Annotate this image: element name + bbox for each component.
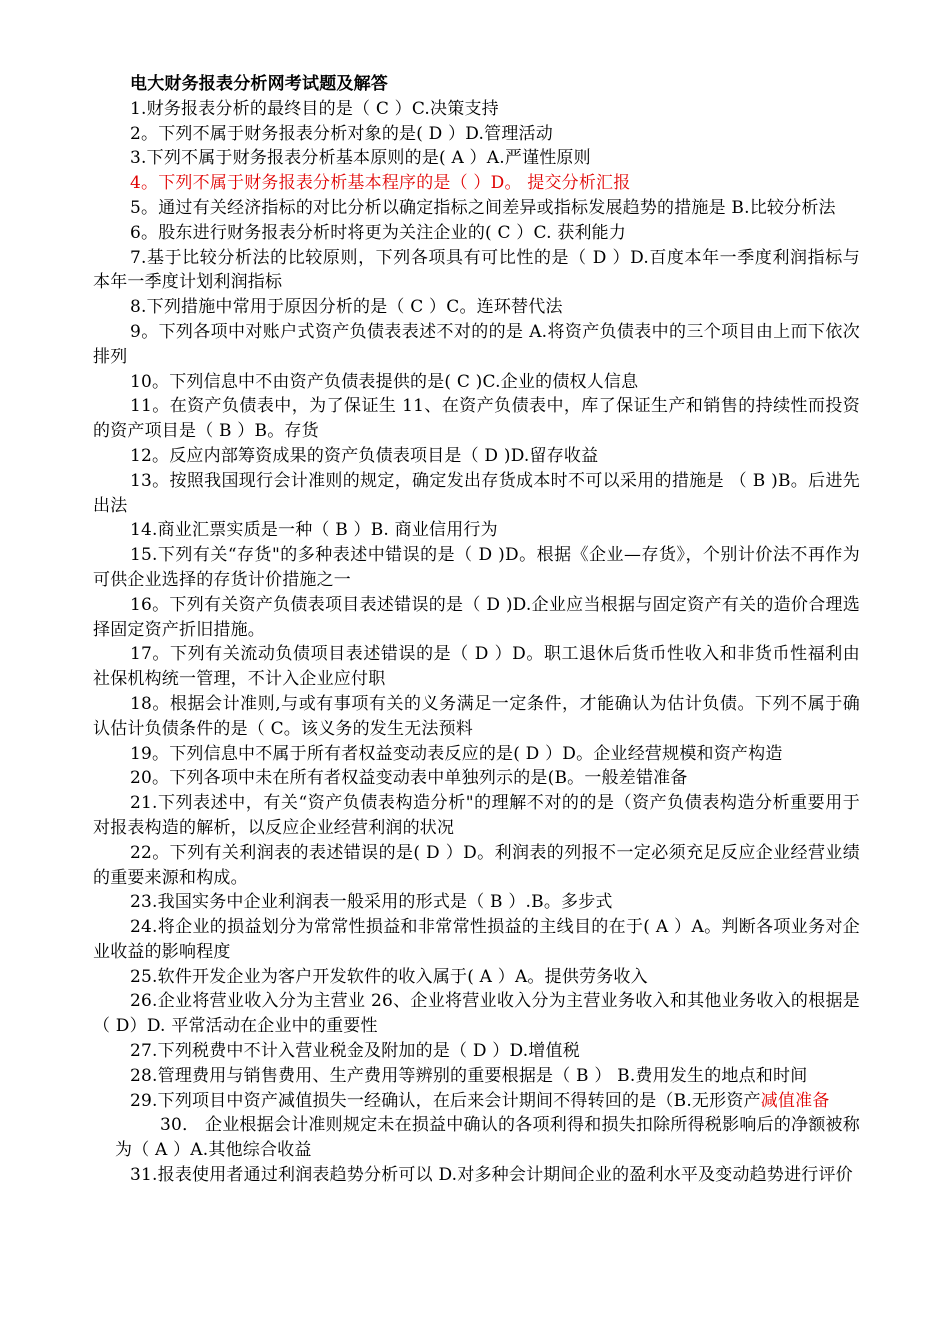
question-4: 4。下列不属于财务报表分析基本程序的是（ ）D。 提交分析汇报	[130, 173, 631, 194]
question-1: 1.财务报表分析的最终目的是（ C ）C.决策支持	[130, 98, 499, 119]
question-20: 20。下列各项中未在所有者权益变动表中单独列示的是(B。一般差错准备	[130, 768, 688, 789]
question-31: 31.报表使用者通过利润表趋势分析可以 D.对多种会计期间企业的盈利水平及变动趋势进行评价	[130, 1165, 853, 1186]
question-24: 24.将企业的损益划分为常常性损益和非常常性损益的主线目的在于( A ）A。判断各项业务对企业收益的影响程度	[93, 917, 860, 962]
question-15: 15.下列有关“存货"的多种表述中错误的是（ D )D。根据《企业—存货》，个别计价法不再作为可供企业选择的存货计价措施之一	[93, 545, 860, 590]
question-17: 17。下列有关流动负债项目表述错误的是（ D ）D。职工退休后货币性收入和非货币性福利由社保机构统一管理，不计入企业应付职	[93, 644, 860, 690]
question-5: 5。通过有关经济指标的对比分析以确定指标之间差异或指标发展趋势的措施是 B.比较分析法	[130, 197, 836, 218]
question-8: 8.下列措施中常用于原因分析的是（ C ）C。连环替代法	[130, 297, 563, 318]
question-26: 26.企业将营业收入分为主营业 26、企业将营业收入分为主营业务收入和其他业务收入的根据是（ D）D. 平常活动在企业中的重要性	[93, 991, 860, 1037]
question-28: 28.管理费用与销售费用、生产费用等辨别的重要根据是（ B ） B.费用发生的地点和时间	[130, 1065, 808, 1086]
question-21: 21.下列表述中，有关“资产负债表构造分析"的理解不对的的是（资产负债表构造分析重要用于对报表构造的解析，以反应企业经营利润的状况	[93, 793, 860, 838]
question-13: 13。按照我国现行会计准则的规定，确定发出存货成本时不可以采用的措施是 （ B )B。后进先出法	[93, 470, 860, 516]
question-14: 14.商业汇票实质是一种（ B ）B. 商业信用行为	[130, 520, 498, 541]
question-22: 22。下列有关利润表的表述错误的是( D ）D。利润表的列报不一定必须充足反应企业经营业绩的重要来源和构成。	[93, 842, 860, 888]
question-7: 7.基于比较分析法的比较原则，下列各项具有可比性的是（ D ）D.百度本年一季度利润指标与本年一季度计划利润指标	[93, 247, 860, 293]
question-10: 10。下列信息中不由资产负债表提供的是( C )C.企业的债权人信息	[130, 371, 639, 392]
question-16: 16。下列有关资产负债表项目表述错误的是（ D )D.企业应当根据与固定资产有关的造价合理选择固定资产折旧措施。	[93, 594, 860, 640]
question-29-highlight: 减值准备	[760, 1090, 830, 1111]
question-9: 9。下列各项中对账户式资产负债表表述不对的的是 A.将资产负债表中的三个项目由上而下依次排列	[93, 321, 860, 367]
question-19: 19。下列信息中不属于所有者权益变动表反应的是( D ）D。企业经营规模和资产构造	[130, 743, 783, 764]
document-title: 电大财务报表分析网考试题及解答	[130, 74, 388, 94]
question-29	[93, 1089, 860, 1114]
question-18: 18。根据会计准则,与或有事项有关的义务满足一定条件，才能确认为估计负债。下列不属于确认估计负债条件的是（ C。该义务的发生无法预料	[93, 693, 860, 739]
question-12: 12。反应内部筹资成果的资产负债表项目是（ D )D.留存收益	[130, 445, 599, 466]
question-6: 6。股东进行财务报表分析时将更为关注企业的( C ）C. 获利能力	[130, 222, 627, 243]
question-27: 27.下列税费中不计入营业税金及附加的是（ D ）D.增值税	[130, 1041, 580, 1062]
question-29-text: 29.下列项目中资产减值损失一经确认，在后来会计期间不得转回的是（B.无形资产	[130, 1090, 761, 1111]
question-2: 2。下列不属于财务报表分析对象的是( D ）D.管理活动	[130, 123, 553, 144]
question-25: 25.软件开发企业为客户开发软件的收入属于( A ）A。提供劳务收入	[130, 966, 648, 987]
question-11: 11。在资产负债表中，为了保证生 11、在资产负债表中，库了保证生产和销售的持续性而投资的资产项目是（ B ）B。存货	[93, 396, 860, 442]
question-3: 3.下列不属于财务报表分析基本原则的是( A ）A.严谨性原则	[130, 148, 591, 169]
question-23: 23.我国实务中企业利润表一般采用的形式是（ B ）.B。多步式	[130, 892, 613, 913]
question-30: 30． 企业根据会计准则规定未在损益中确认的各项利得和损失扣除所得税影响后的净额被称为（ A ）A.其他综合收益	[115, 1115, 860, 1161]
document-body	[93, 72, 860, 1188]
